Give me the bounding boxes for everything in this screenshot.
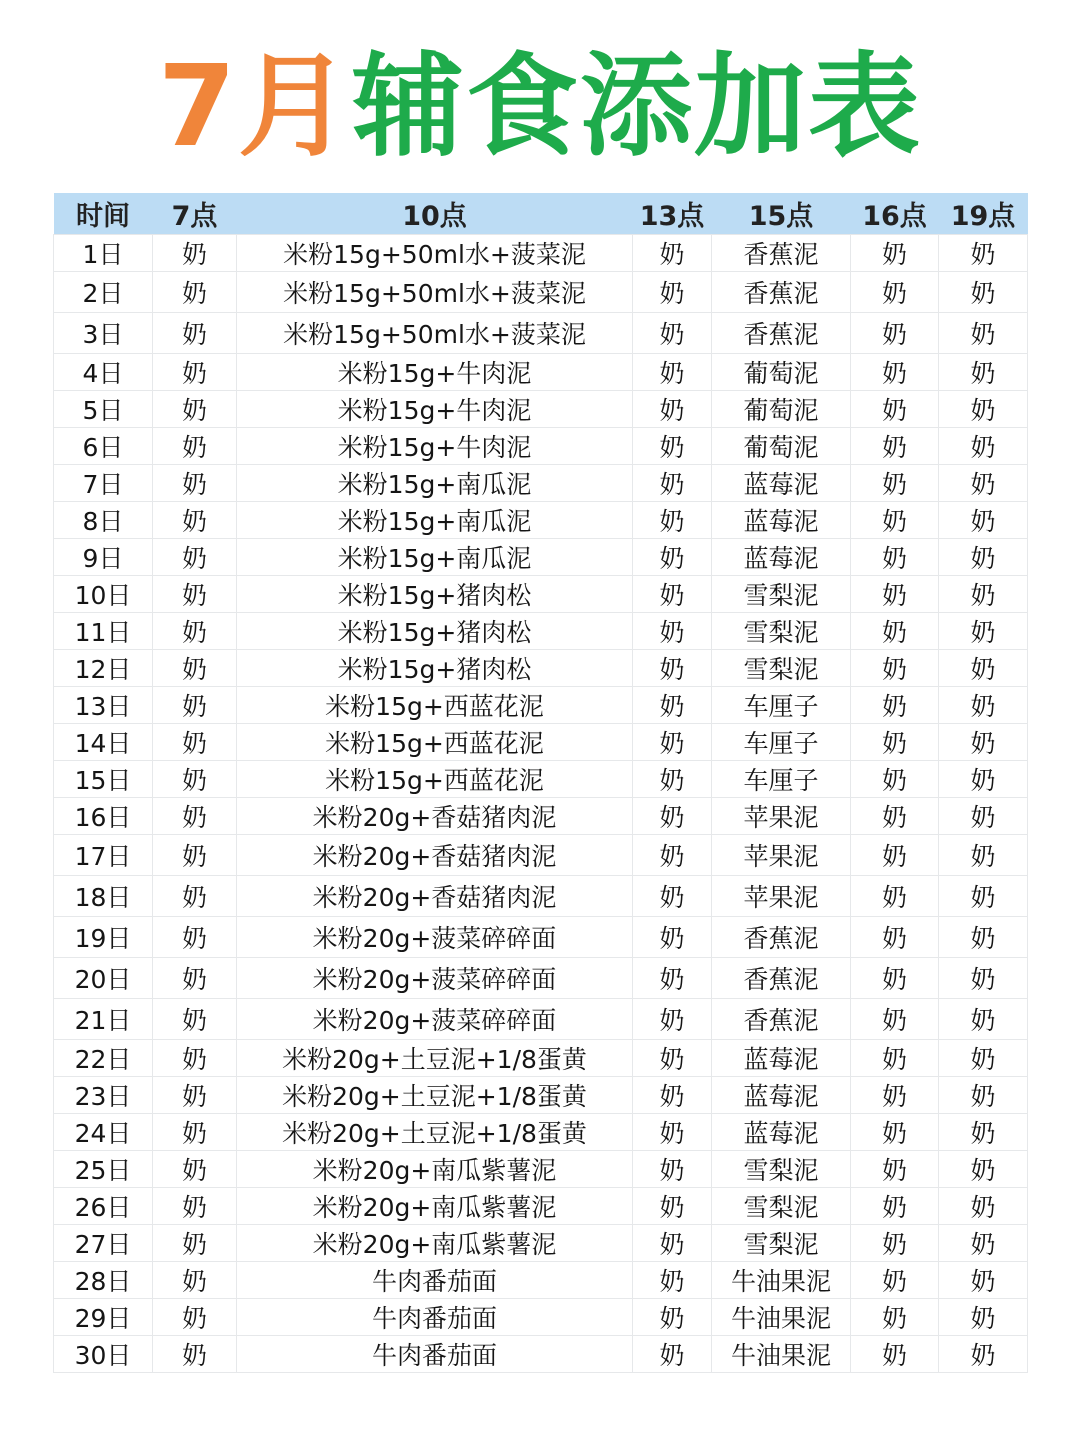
table-row (54, 1299, 1028, 1336)
day-cell: 1日 (54, 235, 153, 272)
day-cell: 11日 (54, 613, 153, 650)
meal-19-cell: 奶 (939, 1336, 1028, 1373)
meal-schedule-table (53, 193, 1028, 1373)
meal-16-cell: 奶 (851, 1188, 939, 1225)
meal-15-cell: 牛油果泥 (712, 1336, 851, 1373)
meal-10-cell: 米粉15g+50ml水+菠菜泥 (237, 235, 633, 272)
meal-10-cell: 米粉20g+土豆泥+1/8蛋黄 (237, 1077, 633, 1114)
meal-13-cell: 奶 (633, 835, 712, 876)
meal-19-cell: 奶 (939, 835, 1028, 876)
meal-7-cell: 奶 (153, 272, 237, 313)
day-cell: 20日 (54, 958, 153, 999)
day-cell: 18日 (54, 876, 153, 917)
meal-10-cell: 米粉20g+香菇猪肉泥 (237, 798, 633, 835)
day-cell: 12日 (54, 650, 153, 687)
table-row (54, 876, 1028, 917)
day-cell: 8日 (54, 502, 153, 539)
table-row (54, 1262, 1028, 1299)
meal-7-cell: 奶 (153, 687, 237, 724)
meal-19-cell: 奶 (939, 1262, 1028, 1299)
meal-15-cell: 雪梨泥 (712, 1225, 851, 1262)
meal-7-cell: 奶 (153, 798, 237, 835)
meal-16-cell: 奶 (851, 576, 939, 613)
meal-7-cell: 奶 (153, 1225, 237, 1262)
meal-10-cell: 米粉20g+菠菜碎碎面 (237, 958, 633, 999)
meal-13-cell: 奶 (633, 1188, 712, 1225)
meal-10-cell: 米粉15g+50ml水+菠菜泥 (237, 272, 633, 313)
meal-10-cell: 米粉20g+香菇猪肉泥 (237, 835, 633, 876)
meal-13-cell: 奶 (633, 1262, 712, 1299)
meal-15-cell: 雪梨泥 (712, 576, 851, 613)
meal-7-cell: 奶 (153, 313, 237, 354)
day-cell: 24日 (54, 1114, 153, 1151)
meal-7-cell: 奶 (153, 539, 237, 576)
meal-19-cell: 奶 (939, 391, 1028, 428)
meal-7-cell: 奶 (153, 1077, 237, 1114)
table-row (54, 1040, 1028, 1077)
meal-10-cell: 米粉15g+牛肉泥 (237, 391, 633, 428)
table-row (54, 539, 1028, 576)
meal-15-cell: 雪梨泥 (712, 1151, 851, 1188)
table-row (54, 835, 1028, 876)
meal-13-cell: 奶 (633, 539, 712, 576)
header-10am: 10点 (237, 193, 633, 235)
meal-16-cell: 奶 (851, 272, 939, 313)
meal-16-cell: 奶 (851, 761, 939, 798)
meal-10-cell: 米粉15g+南瓜泥 (237, 465, 633, 502)
table-row (54, 613, 1028, 650)
table-row (54, 761, 1028, 798)
meal-13-cell: 奶 (633, 272, 712, 313)
meal-10-cell: 米粉15g+猪肉松 (237, 650, 633, 687)
meal-10-cell: 米粉20g+菠菜碎碎面 (237, 917, 633, 958)
meal-16-cell: 奶 (851, 313, 939, 354)
meal-16-cell: 奶 (851, 391, 939, 428)
title-main: 辅食添加表 (351, 42, 922, 172)
meal-16-cell: 奶 (851, 1262, 939, 1299)
meal-16-cell: 奶 (851, 428, 939, 465)
meal-15-cell: 雪梨泥 (712, 613, 851, 650)
meal-13-cell: 奶 (633, 502, 712, 539)
meal-13-cell: 奶 (633, 235, 712, 272)
schedule-body (54, 235, 1028, 1373)
table-row (54, 687, 1028, 724)
meal-10-cell: 米粉20g+南瓜紫薯泥 (237, 1188, 633, 1225)
meal-19-cell: 奶 (939, 465, 1028, 502)
meal-19-cell: 奶 (939, 576, 1028, 613)
meal-13-cell: 奶 (633, 313, 712, 354)
meal-10-cell: 米粉15g+猪肉松 (237, 613, 633, 650)
meal-13-cell: 奶 (633, 761, 712, 798)
day-cell: 22日 (54, 1040, 153, 1077)
meal-13-cell: 奶 (633, 917, 712, 958)
meal-7-cell: 奶 (153, 391, 237, 428)
meal-15-cell: 蓝莓泥 (712, 1114, 851, 1151)
meal-13-cell: 奶 (633, 1040, 712, 1077)
meal-19-cell: 奶 (939, 798, 1028, 835)
table-row (54, 917, 1028, 958)
day-cell: 3日 (54, 313, 153, 354)
meal-7-cell: 奶 (153, 1262, 237, 1299)
meal-19-cell: 奶 (939, 650, 1028, 687)
meal-15-cell: 牛油果泥 (712, 1262, 851, 1299)
header-time: 时间 (54, 193, 153, 235)
day-cell: 5日 (54, 391, 153, 428)
meal-7-cell: 奶 (153, 650, 237, 687)
meal-10-cell: 米粉20g+土豆泥+1/8蛋黄 (237, 1114, 633, 1151)
table-row (54, 958, 1028, 999)
day-cell: 19日 (54, 917, 153, 958)
meal-13-cell: 奶 (633, 650, 712, 687)
meal-7-cell: 奶 (153, 354, 237, 391)
meal-7-cell: 奶 (153, 1336, 237, 1373)
meal-7-cell: 奶 (153, 724, 237, 761)
day-cell: 6日 (54, 428, 153, 465)
header-19pm: 19点 (939, 193, 1028, 235)
day-cell: 7日 (54, 465, 153, 502)
meal-13-cell: 奶 (633, 576, 712, 613)
meal-19-cell: 奶 (939, 1077, 1028, 1114)
meal-13-cell: 奶 (633, 391, 712, 428)
meal-15-cell: 香蕉泥 (712, 958, 851, 999)
day-cell: 16日 (54, 798, 153, 835)
meal-13-cell: 奶 (633, 876, 712, 917)
meal-15-cell: 香蕉泥 (712, 272, 851, 313)
meal-13-cell: 奶 (633, 1299, 712, 1336)
day-cell: 9日 (54, 539, 153, 576)
meal-16-cell: 奶 (851, 958, 939, 999)
meal-13-cell: 奶 (633, 958, 712, 999)
meal-16-cell: 奶 (851, 687, 939, 724)
meal-13-cell: 奶 (633, 354, 712, 391)
meal-16-cell: 奶 (851, 650, 939, 687)
meal-7-cell: 奶 (153, 235, 237, 272)
meal-15-cell: 车厘子 (712, 724, 851, 761)
meal-13-cell: 奶 (633, 999, 712, 1040)
meal-13-cell: 奶 (633, 798, 712, 835)
day-cell: 25日 (54, 1151, 153, 1188)
table-row (54, 650, 1028, 687)
meal-15-cell: 蓝莓泥 (712, 1040, 851, 1077)
header-row (54, 193, 1028, 235)
header-7am: 7点 (153, 193, 237, 235)
meal-15-cell: 苹果泥 (712, 876, 851, 917)
meal-10-cell: 牛肉番茄面 (237, 1299, 633, 1336)
table-row (54, 576, 1028, 613)
table-row (54, 999, 1028, 1040)
meal-16-cell: 奶 (851, 1336, 939, 1373)
meal-16-cell: 奶 (851, 917, 939, 958)
meal-10-cell: 牛肉番茄面 (237, 1336, 633, 1373)
meal-16-cell: 奶 (851, 1151, 939, 1188)
meal-15-cell: 牛油果泥 (712, 1299, 851, 1336)
meal-16-cell: 奶 (851, 724, 939, 761)
meal-15-cell: 苹果泥 (712, 835, 851, 876)
day-cell: 29日 (54, 1299, 153, 1336)
meal-13-cell: 奶 (633, 613, 712, 650)
meal-7-cell: 奶 (153, 1299, 237, 1336)
meal-16-cell: 奶 (851, 1040, 939, 1077)
meal-10-cell: 牛肉番茄面 (237, 1262, 633, 1299)
meal-16-cell: 奶 (851, 876, 939, 917)
meal-13-cell: 奶 (633, 687, 712, 724)
meal-7-cell: 奶 (153, 1188, 237, 1225)
meal-7-cell: 奶 (153, 917, 237, 958)
table-row (54, 1188, 1028, 1225)
meal-19-cell: 奶 (939, 687, 1028, 724)
meal-10-cell: 米粉15g+南瓜泥 (237, 502, 633, 539)
meal-7-cell: 奶 (153, 1151, 237, 1188)
meal-16-cell: 奶 (851, 835, 939, 876)
meal-7-cell: 奶 (153, 835, 237, 876)
meal-19-cell: 奶 (939, 876, 1028, 917)
meal-16-cell: 奶 (851, 235, 939, 272)
meal-15-cell: 雪梨泥 (712, 650, 851, 687)
meal-13-cell: 奶 (633, 1336, 712, 1373)
meal-10-cell: 米粉15g+西蓝花泥 (237, 724, 633, 761)
meal-19-cell: 奶 (939, 539, 1028, 576)
meal-7-cell: 奶 (153, 958, 237, 999)
meal-19-cell: 奶 (939, 1225, 1028, 1262)
meal-15-cell: 葡萄泥 (712, 391, 851, 428)
meal-19-cell: 奶 (939, 1151, 1028, 1188)
day-cell: 10日 (54, 576, 153, 613)
meal-7-cell: 奶 (153, 465, 237, 502)
meal-10-cell: 米粉15g+南瓜泥 (237, 539, 633, 576)
meal-16-cell: 奶 (851, 1299, 939, 1336)
header-13pm: 13点 (633, 193, 712, 235)
meal-13-cell: 奶 (633, 465, 712, 502)
meal-7-cell: 奶 (153, 576, 237, 613)
meal-10-cell: 米粉20g+菠菜碎碎面 (237, 999, 633, 1040)
table-row (54, 1336, 1028, 1373)
meal-15-cell: 蓝莓泥 (712, 465, 851, 502)
meal-13-cell: 奶 (633, 1225, 712, 1262)
meal-15-cell: 苹果泥 (712, 798, 851, 835)
day-cell: 13日 (54, 687, 153, 724)
table-row (54, 428, 1028, 465)
meal-10-cell: 米粉20g+香菇猪肉泥 (237, 876, 633, 917)
meal-7-cell: 奶 (153, 1040, 237, 1077)
meal-15-cell: 雪梨泥 (712, 1188, 851, 1225)
meal-13-cell: 奶 (633, 724, 712, 761)
table-row (54, 1151, 1028, 1188)
table-row (54, 313, 1028, 354)
meal-10-cell: 米粉20g+南瓜紫薯泥 (237, 1151, 633, 1188)
meal-16-cell: 奶 (851, 1114, 939, 1151)
header-15pm: 15点 (712, 193, 851, 235)
table-row (54, 1077, 1028, 1114)
meal-15-cell: 蓝莓泥 (712, 1077, 851, 1114)
day-cell: 28日 (54, 1262, 153, 1299)
meal-15-cell: 车厘子 (712, 687, 851, 724)
meal-19-cell: 奶 (939, 272, 1028, 313)
meal-7-cell: 奶 (153, 613, 237, 650)
meal-15-cell: 葡萄泥 (712, 428, 851, 465)
meal-16-cell: 奶 (851, 613, 939, 650)
meal-16-cell: 奶 (851, 465, 939, 502)
page-title (0, 42, 1080, 172)
day-cell: 14日 (54, 724, 153, 761)
table-row (54, 354, 1028, 391)
meal-16-cell: 奶 (851, 502, 939, 539)
meal-19-cell: 奶 (939, 235, 1028, 272)
header-16pm: 16点 (851, 193, 939, 235)
meal-19-cell: 奶 (939, 1114, 1028, 1151)
meal-7-cell: 奶 (153, 761, 237, 798)
day-cell: 27日 (54, 1225, 153, 1262)
table-row (54, 391, 1028, 428)
meal-10-cell: 米粉15g+猪肉松 (237, 576, 633, 613)
day-cell: 26日 (54, 1188, 153, 1225)
meal-10-cell: 米粉15g+牛肉泥 (237, 354, 633, 391)
meal-16-cell: 奶 (851, 999, 939, 1040)
title-month: 7月 (158, 42, 352, 172)
table-row (54, 465, 1028, 502)
meal-7-cell: 奶 (153, 999, 237, 1040)
table-row (54, 235, 1028, 272)
meal-10-cell: 米粉20g+南瓜紫薯泥 (237, 1225, 633, 1262)
meal-10-cell: 米粉20g+土豆泥+1/8蛋黄 (237, 1040, 633, 1077)
day-cell: 17日 (54, 835, 153, 876)
meal-15-cell: 葡萄泥 (712, 354, 851, 391)
table-row (54, 1225, 1028, 1262)
day-cell: 2日 (54, 272, 153, 313)
day-cell: 4日 (54, 354, 153, 391)
table-row (54, 502, 1028, 539)
meal-13-cell: 奶 (633, 1114, 712, 1151)
meal-16-cell: 奶 (851, 539, 939, 576)
meal-19-cell: 奶 (939, 313, 1028, 354)
meal-19-cell: 奶 (939, 613, 1028, 650)
meal-13-cell: 奶 (633, 1077, 712, 1114)
meal-19-cell: 奶 (939, 999, 1028, 1040)
meal-13-cell: 奶 (633, 428, 712, 465)
table-row (54, 798, 1028, 835)
meal-10-cell: 米粉15g+西蓝花泥 (237, 687, 633, 724)
meal-19-cell: 奶 (939, 761, 1028, 798)
meal-10-cell: 米粉15g+50ml水+菠菜泥 (237, 313, 633, 354)
meal-7-cell: 奶 (153, 1114, 237, 1151)
meal-15-cell: 香蕉泥 (712, 917, 851, 958)
day-cell: 15日 (54, 761, 153, 798)
meal-10-cell: 米粉15g+西蓝花泥 (237, 761, 633, 798)
meal-13-cell: 奶 (633, 1151, 712, 1188)
meal-7-cell: 奶 (153, 502, 237, 539)
table-row (54, 272, 1028, 313)
meal-19-cell: 奶 (939, 724, 1028, 761)
meal-16-cell: 奶 (851, 1077, 939, 1114)
meal-19-cell: 奶 (939, 428, 1028, 465)
meal-19-cell: 奶 (939, 502, 1028, 539)
meal-15-cell: 香蕉泥 (712, 313, 851, 354)
meal-15-cell: 香蕉泥 (712, 235, 851, 272)
meal-19-cell: 奶 (939, 354, 1028, 391)
day-cell: 21日 (54, 999, 153, 1040)
meal-15-cell: 香蕉泥 (712, 999, 851, 1040)
meal-7-cell: 奶 (153, 876, 237, 917)
meal-15-cell: 蓝莓泥 (712, 502, 851, 539)
meal-15-cell: 车厘子 (712, 761, 851, 798)
meal-16-cell: 奶 (851, 1225, 939, 1262)
meal-16-cell: 奶 (851, 354, 939, 391)
meal-19-cell: 奶 (939, 1188, 1028, 1225)
day-cell: 23日 (54, 1077, 153, 1114)
table-row (54, 724, 1028, 761)
meal-16-cell: 奶 (851, 798, 939, 835)
meal-19-cell: 奶 (939, 1299, 1028, 1336)
meal-19-cell: 奶 (939, 958, 1028, 999)
day-cell: 30日 (54, 1336, 153, 1373)
table-row (54, 1114, 1028, 1151)
meal-10-cell: 米粉15g+牛肉泥 (237, 428, 633, 465)
meal-15-cell: 蓝莓泥 (712, 539, 851, 576)
meal-19-cell: 奶 (939, 1040, 1028, 1077)
meal-7-cell: 奶 (153, 428, 237, 465)
meal-19-cell: 奶 (939, 917, 1028, 958)
